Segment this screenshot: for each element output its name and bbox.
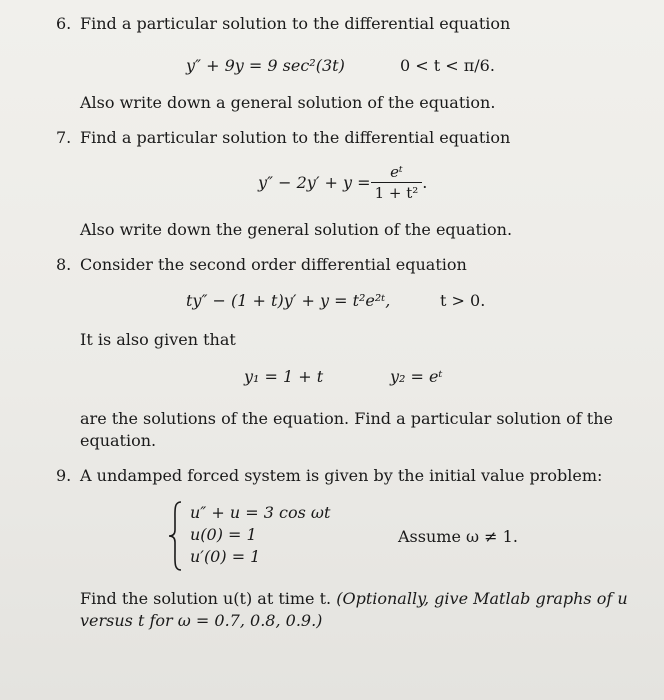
problem-8-condition: t > 0. xyxy=(440,291,486,310)
problem-7-equation xyxy=(258,163,427,202)
problem-7-followup: Also write down the general solution of the equation. xyxy=(80,220,513,239)
problem-9-optional: (Optionally, give Matlab graphs of u versus t for ω = 0.7, 0.8, 0.9.) xyxy=(80,589,628,630)
problem-6-intro: Find a particular solution to the differential equation xyxy=(80,14,511,33)
problem-8-question: are the solutions of the equation. Find a particular solution of the equation. xyxy=(80,409,614,450)
system-brace xyxy=(168,500,184,572)
problem-8-y1: y₁ = 1 + t xyxy=(244,367,324,386)
problem-9-system-line-3: u′(0) = 1 xyxy=(190,547,261,566)
problem-8-y2: y₂ = eᵗ xyxy=(390,367,443,386)
problem-7-equation-lhs: y″ − 2y′ + y = xyxy=(258,173,371,192)
problem-8-equation: ty″ − (1 + t)y′ + y = t²e²ᵗ, xyxy=(186,291,391,310)
problem-9-number: 9. xyxy=(56,466,72,485)
problem-9-system-line-2: u(0) = 1 xyxy=(190,525,257,544)
problem-8-intro: Consider the second order differential equation xyxy=(80,255,467,274)
problem-7-intro: Find a particular solution to the differential equation xyxy=(80,128,511,147)
problem-9-question-block xyxy=(80,588,636,632)
problem-9-system-line-1: u″ + u = 3 cos ωt xyxy=(190,503,331,522)
problem-8-number: 8. xyxy=(56,255,72,274)
problem-7-fraction-denominator: 1 + t² xyxy=(371,182,423,202)
problem-7-fraction xyxy=(371,163,423,202)
problem-8-given: It is also given that xyxy=(80,330,236,349)
problem-6-condition: 0 < t < π/6. xyxy=(400,56,495,75)
problem-9-question: Find the solution u(t) at time t. xyxy=(80,589,332,608)
problem-9-intro: A undamped forced system is given by the initial value problem: xyxy=(80,466,603,485)
problem-9-assumption: Assume ω ≠ 1. xyxy=(398,527,518,546)
problem-7-fraction-numerator: eᵗ xyxy=(390,163,403,181)
problem-7-equation-end: . xyxy=(422,173,428,192)
problem-6-number: 6. xyxy=(56,14,72,33)
problem-6-equation: y″ + 9y = 9 sec²(3t) xyxy=(186,56,345,75)
problem-6-followup: Also write down a general solution of the equation. xyxy=(80,93,496,112)
problem-7-number: 7. xyxy=(56,128,72,147)
